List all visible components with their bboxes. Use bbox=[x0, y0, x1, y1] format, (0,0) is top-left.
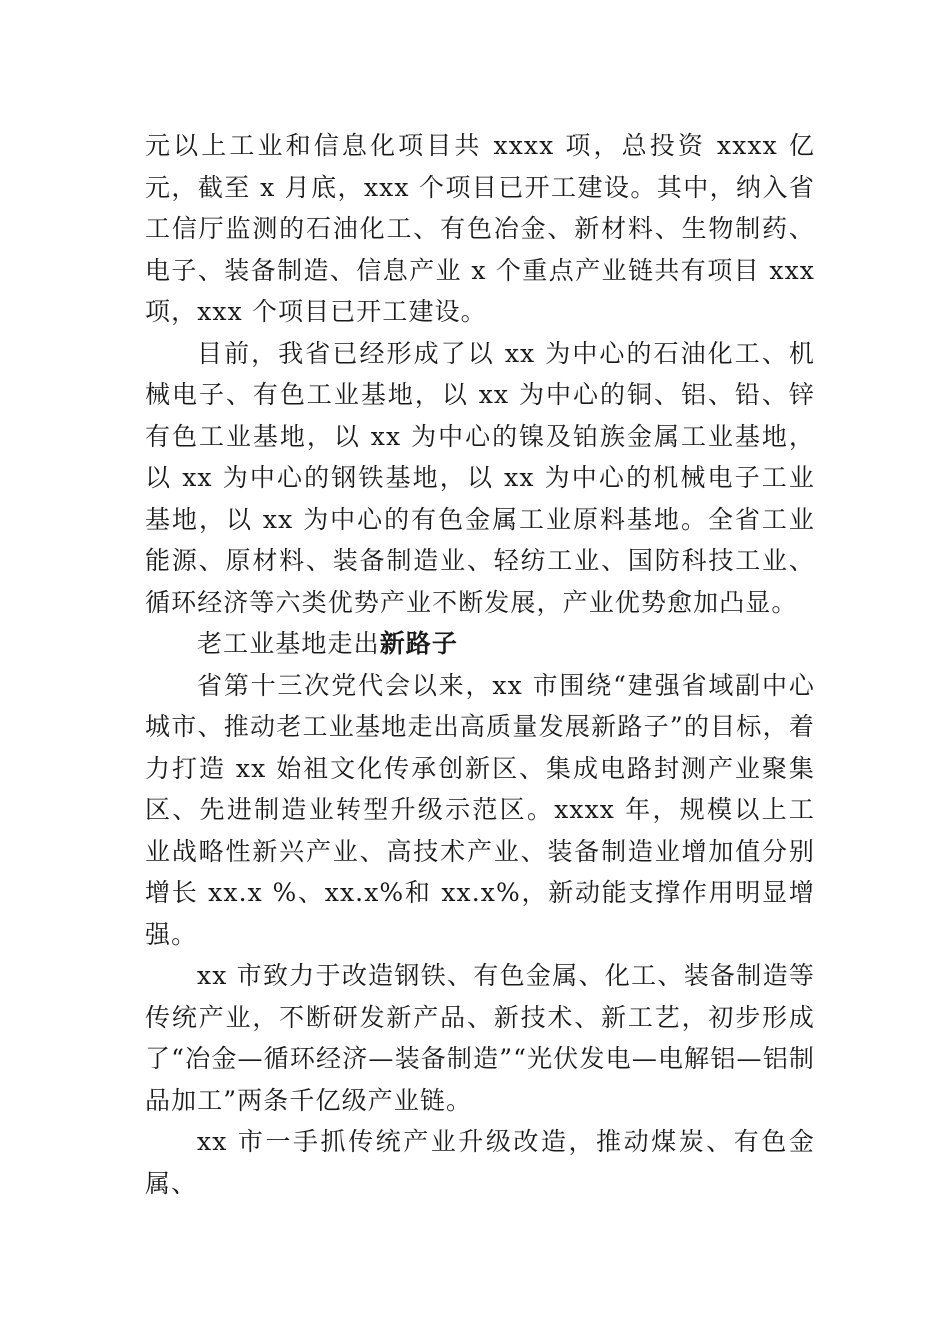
paragraph-project-investment: 元以上工业和信息化项目共 xxxx 项，总投资 xxxx 亿元，截至 x 月底，xxx 个项目已开工建设。其中，纳入省工信厅监测的石油化工、有色冶金、新材料、生物制药、电子、装备制造、信息产业 x 个重点产业链共有项目 xxx 项，xxx 个项目已开工建设。 bbox=[145, 131, 815, 326]
document-body bbox=[145, 125, 815, 1204]
paragraph-party-congress: 省第十三次党代会以来，xx 市围绕“建强省域副中心城市、推动老工业基地走出高质量发展新路子”的目标，着力打造 xx 始祖文化传承创新区、集成电路封测产业聚集区、先进制造业转型升级示范区。xxxx 年，规模以上工业战略性新兴产业、高技术产业、装备制造业增加值分别增长 xx.x %、xx.x%和 xx.x%，新动能支撑作用明显增强。 bbox=[145, 670, 815, 949]
paragraph-upgrade: xx 市一手抓传统产业升级改造，推动煤炭、有色金属、 bbox=[145, 1127, 815, 1198]
paragraph-traditional-industry: xx 市致力于改造钢铁、有色金属、化工、装备制造等传统产业，不断研发新产品、新技术、新工艺，初步形成了“冶金—循环经济—装备制造”“光伏发电—电解铝—铝制品加工”两条千亿级产业链。 bbox=[145, 961, 815, 1115]
section-heading bbox=[145, 623, 815, 665]
section-heading-part2: 新路子 bbox=[379, 629, 459, 658]
section-heading-part1: 老工业基地走出 bbox=[197, 629, 380, 658]
paragraph-industrial-bases: 目前，我省已经形成了以 xx 为中心的石油化工、机械电子、有色工业基地，以 xx 为中心的铜、铝、铅、锌有色工业基地，以 xx 为中心的镍及铂族金属工业基地，以 xx 为中心的钢铁基地，以 xx 为中心的机械电子工业基地，以 xx 为中心的有色金属工业原料基地。全省工业能源、原材料、装备制造业、轻纺工业、国防科技工业、循环经济等六类优势产业不断发展，产业优势愈加凸显。 bbox=[145, 338, 815, 617]
